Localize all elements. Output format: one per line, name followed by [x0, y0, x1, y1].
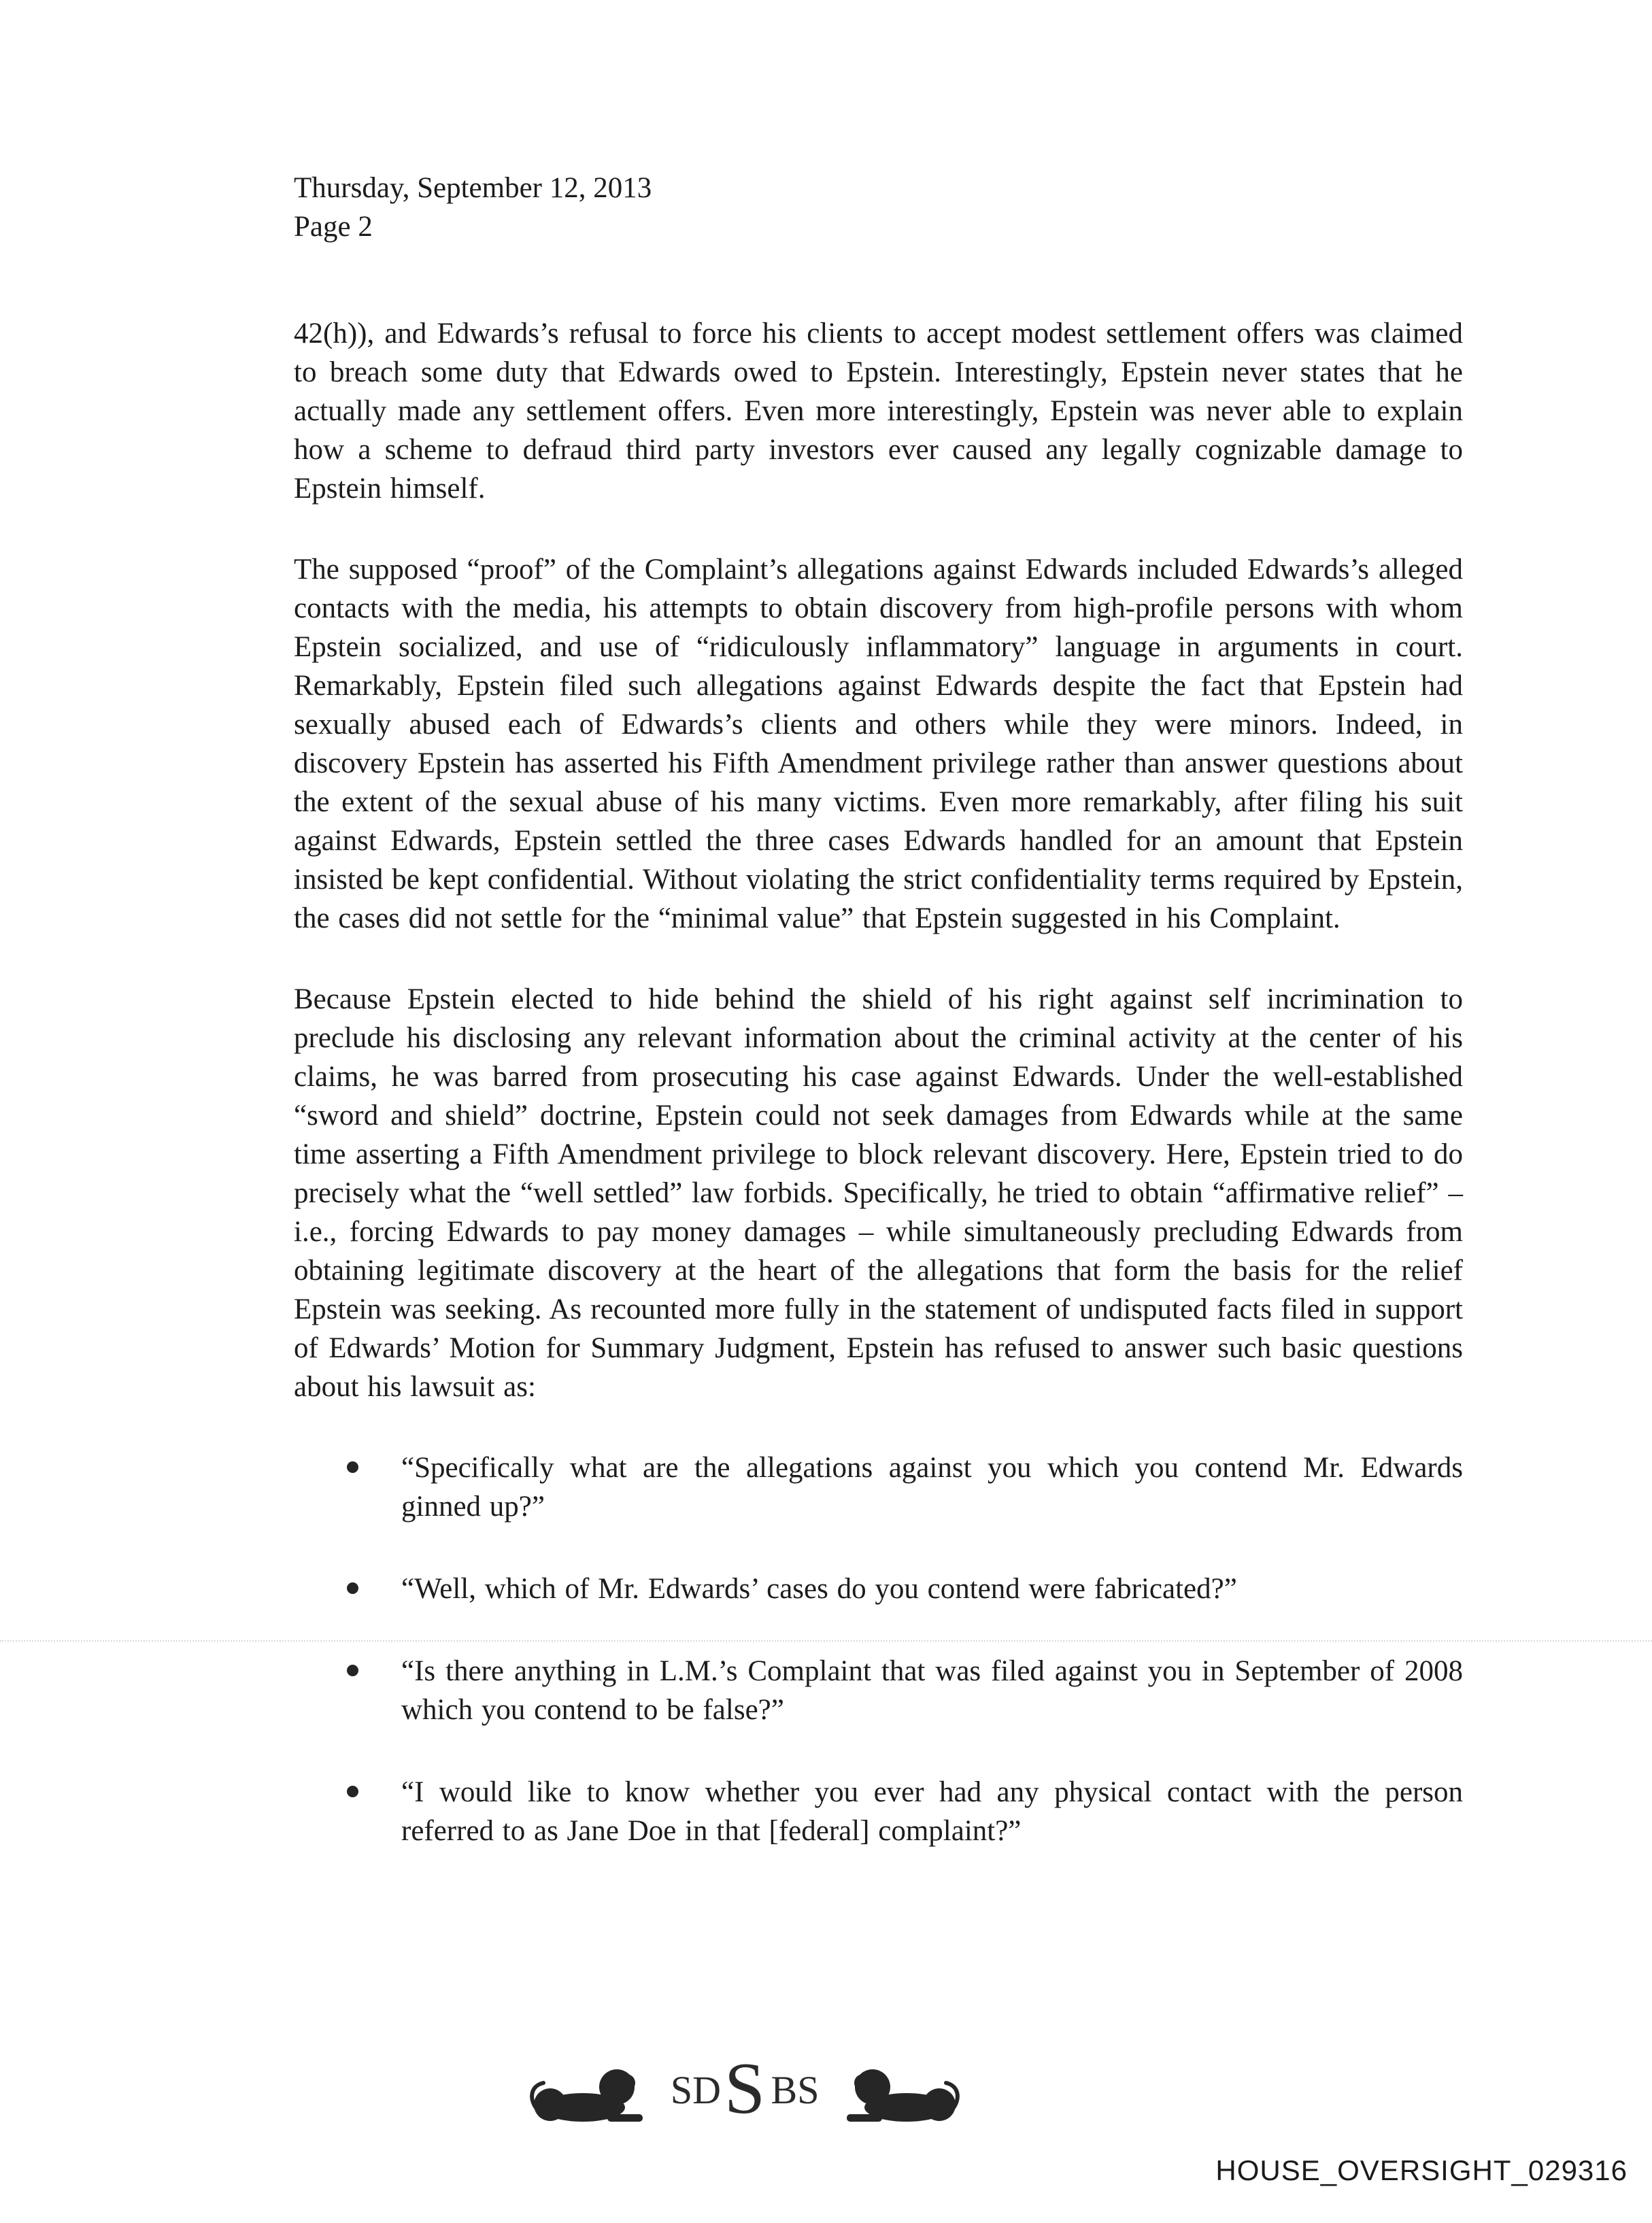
list-item-text: “Specifically what are the allegations against you which you contend Mr. Edwards ginned up?”	[401, 1452, 1463, 1523]
date-line: Thursday, September 12, 2013	[294, 172, 652, 204]
paragraph-sword-and-shield: Because Epstein elected to hide behind the shield of his right against self incrimination to preclude his disclosing any relevant information about the criminal activity at the center of his claims, he was barred from prosecuting his case against Edwards. Under the well-established “sword and shield” doctrine, Epstein could not seek damages from Edwards while at the same time asserting a Fifth Amendment privilege to block relevant discovery. Here, Epstein tried to do precisely what the “well settled” law forbids. Specifically, he tried to obtain “affirmative relief” – i.e., forcing Edwards to pay money damages – while simultaneously precluding Edwards from obtaining legitimate discovery at the heart of the allegations that form the basis for the relief Epstein was seeking. As recounted more fully in the statement of undisputed facts filed in support of Edwards’ Motion for Summary Judgment, Epstein has refused to answer such basic questions about his lawsuit as:	[294, 983, 1463, 1403]
page-number: Page 2	[294, 211, 373, 243]
list-item	[294, 1448, 1463, 1526]
letter-body	[294, 169, 1463, 1894]
list-item-text: “Well, which of Mr. Edwards’ cases do you contend were fabricated?”	[401, 1573, 1237, 1605]
list-item	[294, 1773, 1463, 1850]
bullet-icon	[347, 1582, 358, 1594]
bates-number: HOUSE_OVERSIGHT_029316	[1215, 2154, 1628, 2186]
list-item-text: “I would like to know whether you ever had any physical contact with the person referred to as Jane Doe in that [federal] complaint?”	[401, 1776, 1463, 1847]
bullet-icon	[347, 1786, 358, 1797]
page-header	[294, 169, 1463, 246]
bullet-icon	[347, 1665, 358, 1676]
list-item-text: “Is there anything in L.M.’s Complaint that was filed against you in September of 2008 which you contend to be false?”	[401, 1655, 1463, 1726]
deposition-questions-list	[294, 1448, 1463, 1850]
logo-monogram-bs: BS	[771, 2068, 820, 2112]
list-item	[294, 1652, 1463, 1729]
paragraph-supposed-proof: The supposed “proof” of the Complaint’s allegations against Edwards included Edwards’s alleged contacts with the media, his attempts to obtain discovery from high-profile persons with whom Epstein socialized, and use of “ridiculously inflammatory” language in arguments in court. Remarkably, Epstein filed such allegations against Edwards despite the fact that Epstein had sexually abused each of Edwards’s clients and others while they were minors. Indeed, in discovery Epstein has asserted his Fifth Amendment privilege rather than answer questions about the extent of the sexual abuse of his many victims. Even more remarkably, after filing his suit against Edwards, Epstein settled the three cases Edwards handled for an amount that Epstein insisted be kept confidential. Without violating the strict confidentiality terms required by Epstein, the cases did not settle for the “minimal value” that Epstein suggested in his Complaint.	[294, 554, 1463, 934]
paragraph-settlement-offers: 42(h)), and Edwards’s refusal to force his clients to accept modest settlement offers was claimed to breach some duty that Edwards owed to Epstein. Interestingly, Epstein never states that he actually made any settlement offers. Even more interestingly, Epstein was never able to explain how a scheme to defraud third party investors ever caused any legally cognizable damage to Epstein himself.	[294, 318, 1463, 505]
lion-left-icon	[532, 2069, 643, 2122]
lion-right-icon	[847, 2069, 958, 2122]
logo-monogram-big-s: S	[724, 2048, 766, 2129]
law-firm-logo	[527, 2037, 962, 2135]
bullet-icon	[347, 1461, 358, 1473]
logo-monogram-sd: SD	[670, 2068, 722, 2112]
scan-artifact-line	[0, 1640, 1652, 1642]
list-item	[294, 1569, 1463, 1608]
